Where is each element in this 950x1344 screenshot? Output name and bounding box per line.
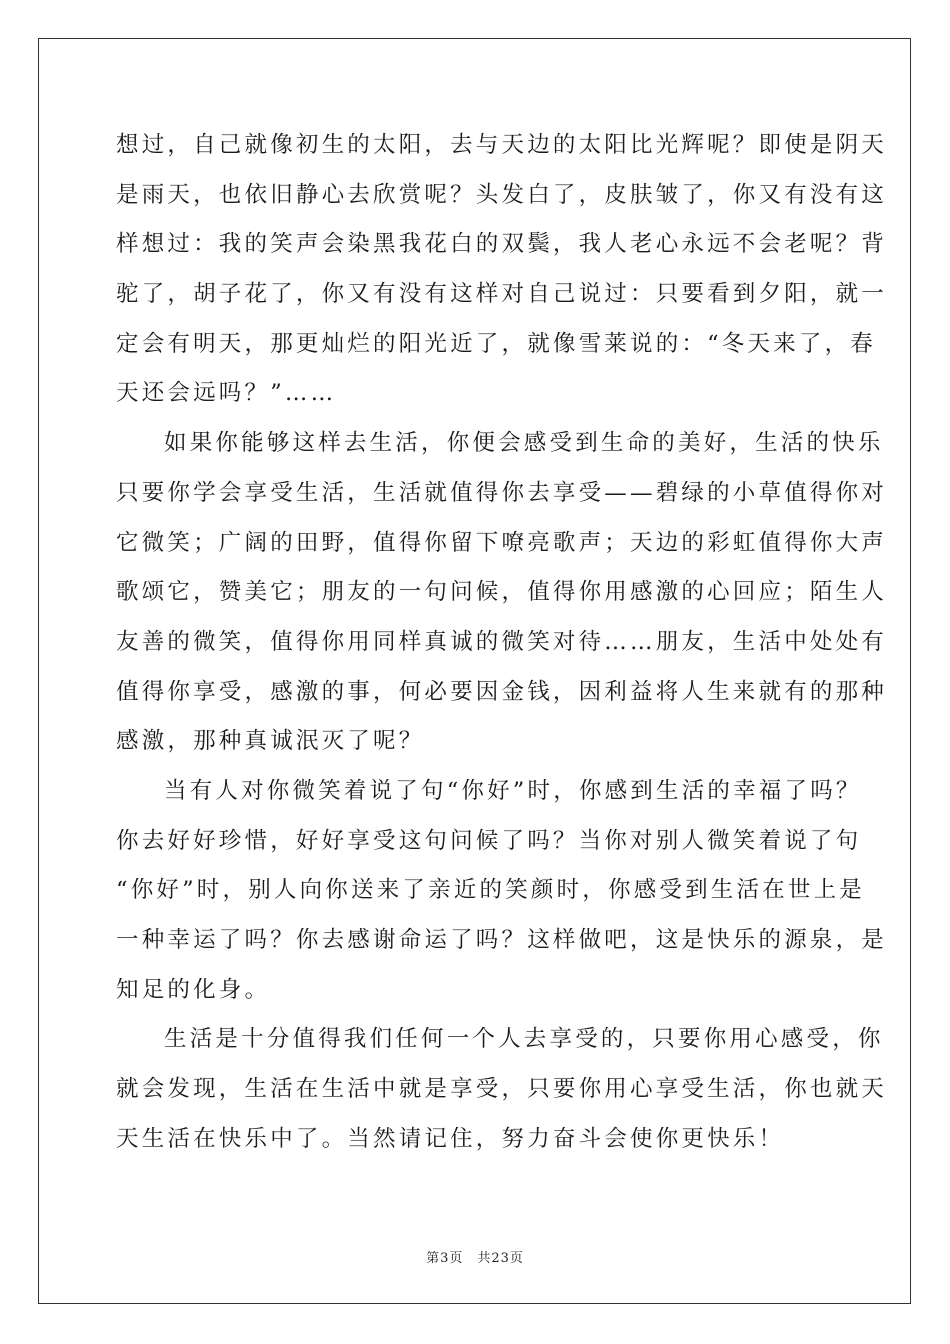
text-line: 就会发现，生活在生活中就是享受，只要你用心享受生活，你也就天 xyxy=(116,1076,888,1103)
text-line: 一种幸运了吗？你去感谢命运了吗？这样做吧，这是快乐的源泉，是 xyxy=(116,927,888,953)
page-number: 第3页 xyxy=(426,1251,464,1266)
page-total: 共23页 xyxy=(477,1251,524,1266)
text-line: 如果你能够这样去生活，你便会感受到生命的美好，生活的快乐 xyxy=(164,430,884,457)
text-line: 它微笑；广阔的田野，值得你留下嘹亮歌声；天边的彩虹值得你大声 xyxy=(116,529,888,556)
text-line: “你好”时，别人向你送来了亲近的笑颜时，你感受到生活在世上是 xyxy=(116,877,866,904)
text-line: 感激，那种真诚泯灭了呢？ xyxy=(116,728,425,755)
text-line: 只要你学会享受生活，生活就值得你去享受——碧绿的小草值得你对 xyxy=(116,479,888,506)
text-line: 知足的化身。 xyxy=(116,976,271,1003)
text-line: 是雨天，也依旧静心去欣赏呢？头发白了，皮肤皱了，你又有没有这 xyxy=(116,181,888,208)
text-line: 你去好好珍惜，好好享受这句问候了吗？当你对别人微笑着说了句 xyxy=(116,827,862,854)
text-line: 天生活在快乐中了。当然请记住，努力奋斗会使你更快乐！ xyxy=(116,1125,785,1152)
text-line: 样想过：我的笑声会染黑我花白的双鬓，我人老心永远不会老呢？背 xyxy=(116,231,888,258)
text-line: 歌颂它，赞美它；朋友的一句问候，值得你用感激的心回应；陌生人 xyxy=(116,579,888,606)
page-footer xyxy=(0,1247,950,1266)
document-body xyxy=(116,121,888,1164)
text-line: 定会有明天，那更灿烂的阳光近了，就像雪莱说的：“冬天来了，春 xyxy=(116,330,877,357)
text-line: 值得你享受，感激的事，何必要因金钱，因利益将人生来就有的那种 xyxy=(116,678,888,705)
text-line: 当有人对你微笑着说了句“你好”时，你感到生活的幸福了吗？ xyxy=(164,777,862,804)
text-line: 想过，自己就像初生的太阳，去与天边的太阳比光辉呢？即使是阴天 xyxy=(116,132,888,158)
text-line: 天还会远吗？”…… xyxy=(116,380,337,407)
text-line: 驼了，胡子花了，你又有没有这样对自己说过：只要看到夕阳，就一 xyxy=(116,281,888,308)
text-line: 友善的微笑，值得你用同样真诚的微笑对待……朋友，生活中处处有 xyxy=(116,628,888,655)
text-line: 生活是十分值得我们任何一个人去享受的，只要你用心感受，你 xyxy=(164,1026,884,1053)
